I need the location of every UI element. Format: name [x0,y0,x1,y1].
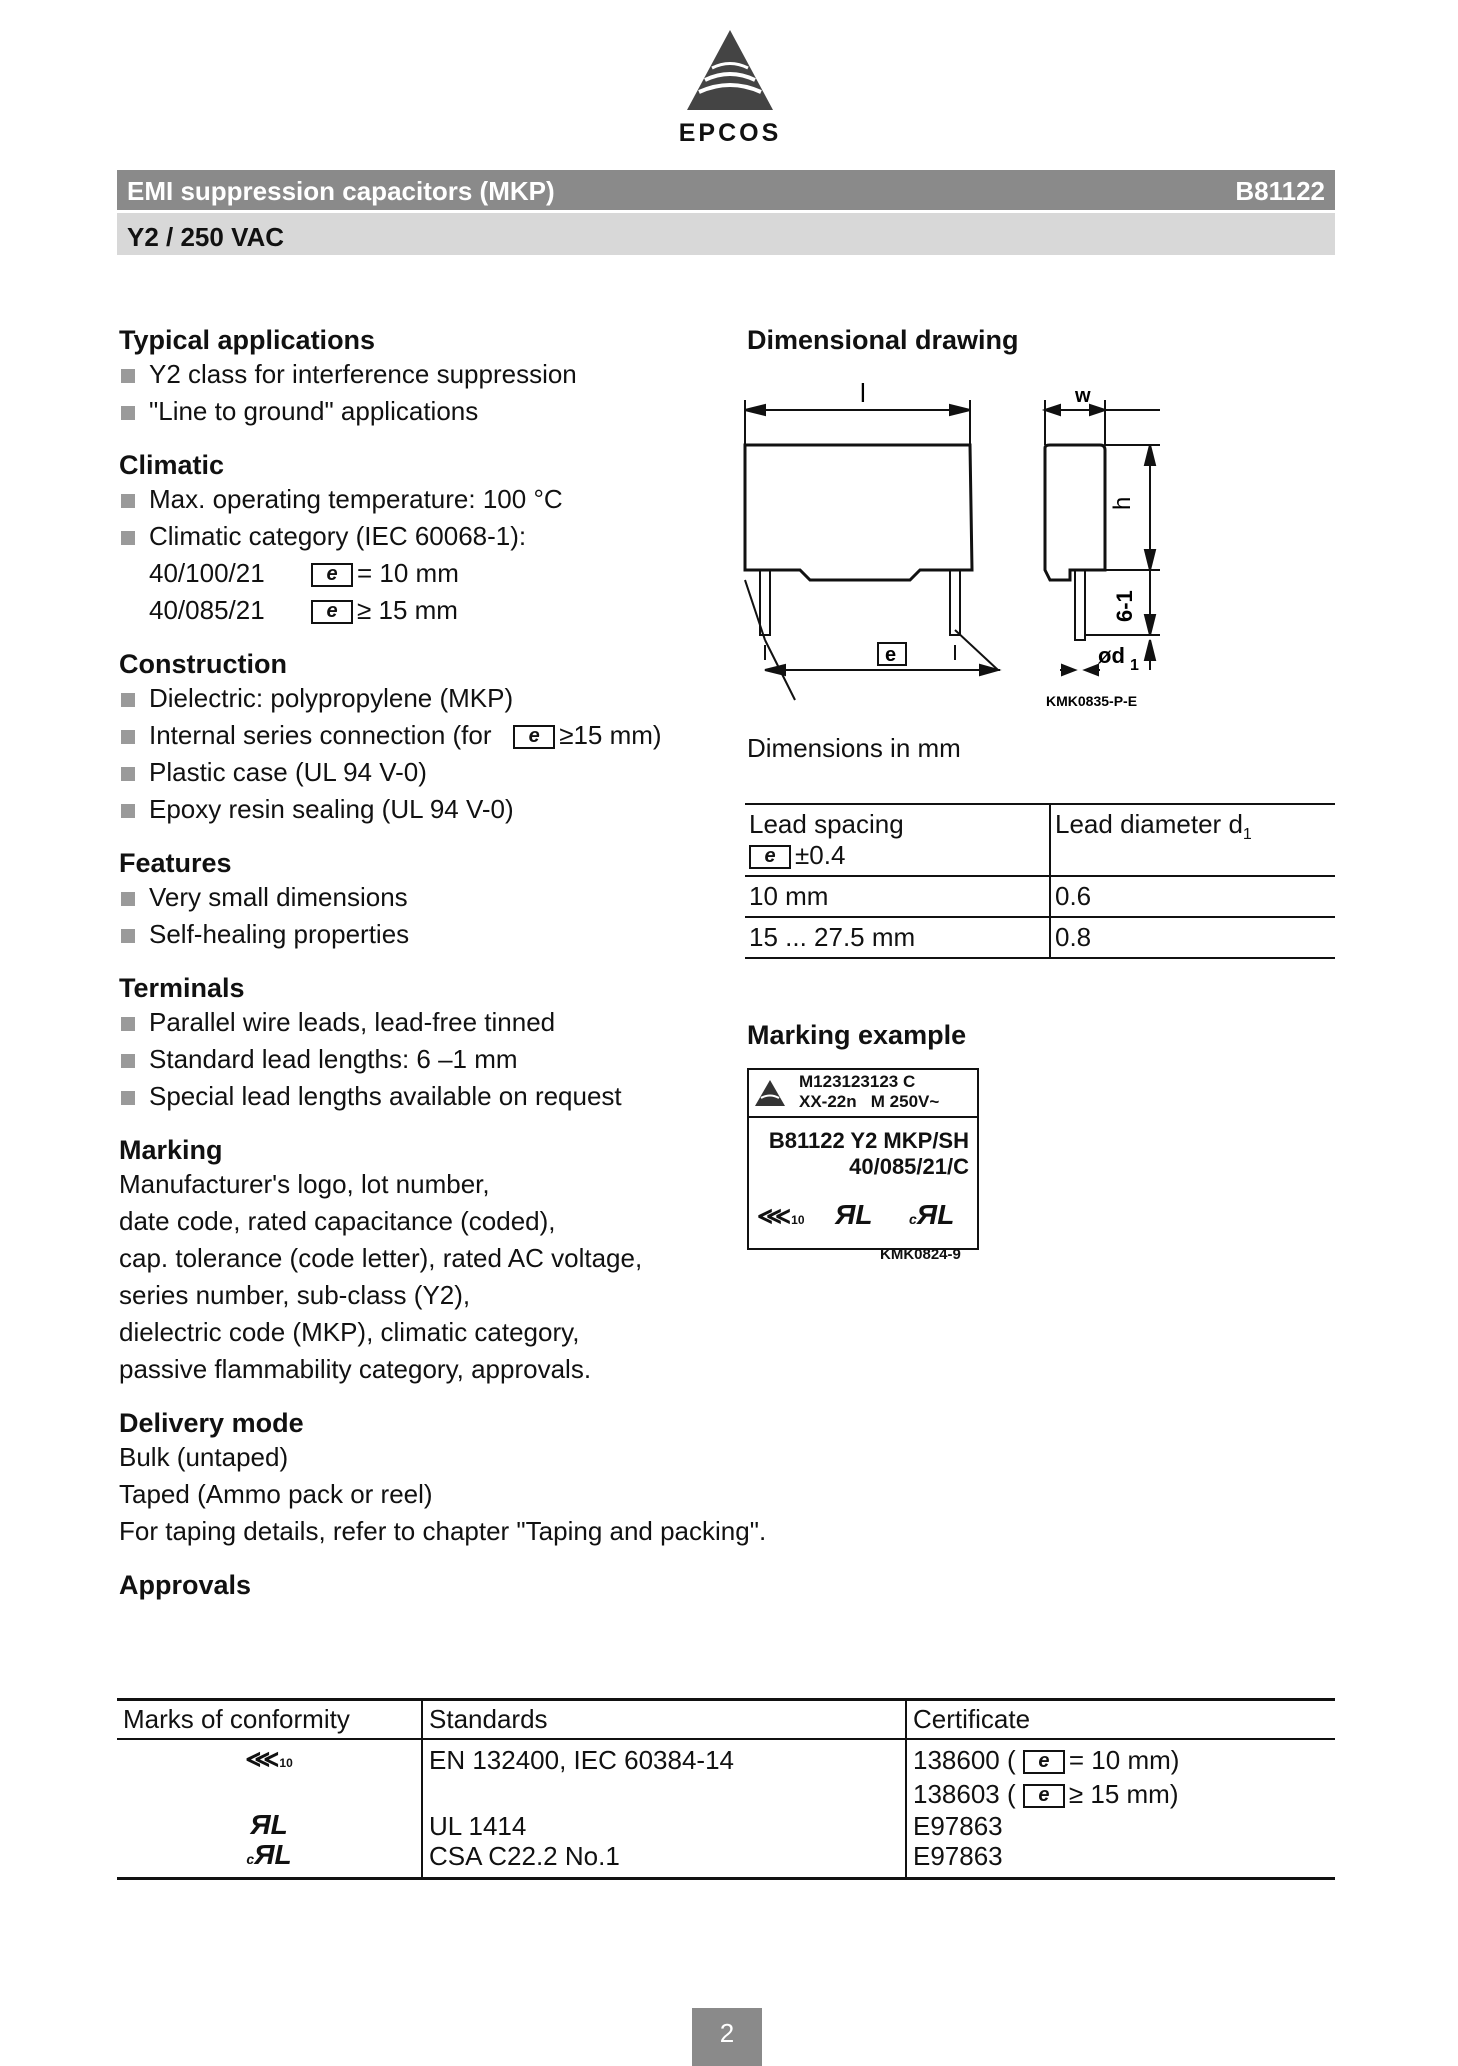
text-line: passive flammability category, approvals. [119,1354,592,1384]
marking-line: 40/085/21/C [849,1154,969,1179]
list-item: Y2 class for interference suppression [119,356,739,393]
table-row [117,1739,1335,1879]
marking-line: XX-22n M 250V~ [799,1092,940,1111]
section-title: Features [119,848,232,878]
header-subscript: 1 [1242,826,1252,844]
terminals-list [119,1004,739,1115]
construction-list [119,680,739,828]
drawing-code: KMK0835-P-E [1046,693,1138,709]
table-header-cell [745,804,1050,876]
text-line: dielectric code (MKP), climatic category, [119,1317,580,1347]
epcos-logo [660,30,800,148]
table-header-cell: Marks of conformity [117,1700,422,1740]
list-item [119,717,739,754]
climatic-row [149,592,739,629]
lead-spacing-e-icon: e [749,845,791,869]
section-title: Marking example [747,1020,967,1050]
page-number: 2 [692,2008,762,2066]
header-title: EMI suppression capacitors (MKP) [127,176,555,206]
dim-label-d: ød [1098,643,1125,668]
list-item: Epoxy resin sealing (UL 94 V-0) [119,791,739,828]
standard-text: CSA C22.2 No.1 [429,1841,620,1871]
table-cell: 10 mm [745,876,1050,917]
dim-label-l: l [860,378,866,408]
cert-text: 138600 ( [913,1745,1016,1775]
section-title: Approvals [119,1570,252,1600]
marking-line: B81122 Y2 MKP/SH [768,1128,969,1153]
list-item: Plastic case (UL 94 V-0) [119,754,739,791]
approvals-table [117,1698,1335,1880]
delivery-text [119,1439,1019,1550]
header-bar [117,170,1335,210]
epcos-triangle-icon [755,1080,785,1106]
list-item: "Line to ground" applications [119,393,739,430]
list-item: Climatic category (IEC 60068-1): [119,518,739,555]
logo-text: EPCOS [678,119,782,147]
table-header-cell: Certificate [906,1700,1335,1740]
climatic-category-rows [119,555,739,629]
list-item: Very small dimensions [119,879,739,916]
section-title: Dimensional drawing [747,325,1019,355]
table-cell: 0.6 [1050,876,1335,917]
list-item: Self-healing properties [119,916,739,953]
list-item: Max. operating temperature: 100 °C [119,481,739,518]
cert-text: = 10 mm) [1068,1745,1180,1775]
section-title: Marking [119,1135,223,1165]
dimensional-drawing [740,370,1180,720]
item-text: ≥15 mm) [559,720,662,750]
marking-line: M123123123 C [799,1072,916,1091]
table-cell: 0.8 [1050,917,1335,958]
dim-label-h: h [1109,496,1136,510]
climatic-category: 40/085/21 [149,595,265,625]
text-line: For taping details, refer to chapter "Taping and packing". [119,1516,767,1546]
standard-text: EN 132400, IEC 60384-14 [429,1745,734,1775]
typical-applications-list [119,356,739,430]
climatic-row [149,555,739,592]
text-line: Bulk (untaped) [119,1442,289,1472]
cert-text: E97863 [913,1841,1003,1871]
dim-label-d-sub: 1 [1130,657,1139,674]
cert-text: 138603 ( [913,1779,1016,1809]
text-line: Manufacturer's logo, lot number, [119,1169,490,1199]
climatic-condition: = 10 mm [357,558,459,588]
header-text: ±0.4 [795,840,846,870]
header-text: Lead diameter d [1055,809,1243,839]
dim-label-w: w [1075,385,1091,407]
lead-spacing-table [745,803,1335,959]
list-item: Parallel wire leads, lead-free tinned [119,1004,739,1041]
marking-part-lines [769,1128,969,1180]
marking-example-box [747,1068,979,1250]
left-column [119,325,767,1601]
cul-mark-icon: cЯL [246,1839,292,1870]
enec-mark-icon: ⋘10 [245,1746,293,1773]
subheader-bar [117,213,1335,255]
text-line: series number, sub-class (Y2), [119,1280,471,1310]
section-title: Climatic [119,450,225,480]
section-title: Delivery mode [119,1408,304,1438]
certificate-cell [906,1739,1335,1879]
list-item: Special lead lengths available on request [119,1078,739,1115]
marking-text [119,1166,739,1388]
cert-text: E97863 [913,1811,1003,1841]
enec-mark-icon: ⋘10 [757,1203,805,1230]
cul-mark-icon: cЯL [909,1199,955,1230]
section-title: Terminals [119,973,245,1003]
text-line: cap. tolerance (code letter), rated AC voltage, [119,1243,643,1273]
table-header-cell [1050,804,1335,876]
epcos-triangle-icon [685,30,775,112]
lead-spacing-e-icon: e [311,563,353,587]
header-part-number: B81122 [1235,176,1325,206]
climatic-list [119,481,739,555]
dim-label-e: e [885,644,897,666]
subheader-rating: Y2 / 250 VAC [127,222,285,252]
table-header-row [117,1700,1335,1740]
dim-label-lead-length: 6-1 [1112,590,1137,622]
table-row [745,876,1335,917]
text-line: date code, rated capacitance (coded), [119,1206,556,1236]
climatic-condition: ≥ 15 mm [357,595,458,625]
lead-spacing-e-icon: e [513,725,555,749]
ul-mark-icon: ЯL [250,1809,288,1840]
standard-text: UL 1414 [429,1811,527,1841]
climatic-category: 40/100/21 [149,558,265,588]
header-text: Lead spacing [749,809,904,839]
features-list [119,879,739,953]
ul-mark-icon: ЯL [835,1199,873,1230]
list-item: Standard lead lengths: 6 ‒1 mm [119,1041,739,1078]
cert-text: ≥ 15 mm) [1068,1779,1179,1809]
standards-cell [422,1739,906,1879]
section-title: Construction [119,649,287,679]
table-row [745,917,1335,958]
dimensions-note: Dimensions in mm [747,733,961,763]
marking-code: KMK0824-9 [880,1246,961,1263]
section-title: Typical applications [119,325,376,355]
table-header-cell: Standards [422,1700,906,1740]
marking-example-header [749,1070,977,1118]
list-item: Dielectric: polypropylene (MKP) [119,680,739,717]
lead-spacing-e-icon: e [1023,1784,1065,1808]
item-text: Internal series connection (for [149,720,492,750]
marks-cell [117,1739,422,1879]
table-cell: 15 ... 27.5 mm [745,917,1050,958]
text-line: Taped (Ammo pack or reel) [119,1479,433,1509]
lead-spacing-e-icon: e [311,600,353,624]
table-header-row [745,804,1335,876]
lead-spacing-e-icon: e [1023,1750,1065,1774]
